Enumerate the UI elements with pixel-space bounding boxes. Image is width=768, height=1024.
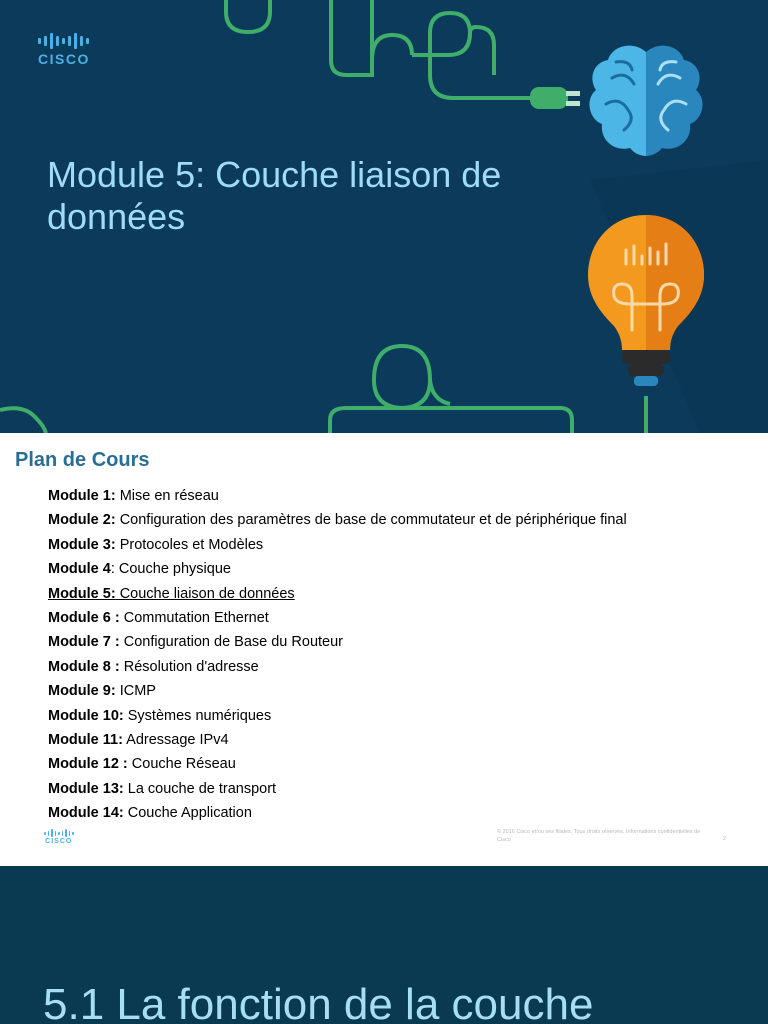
cisco-bars-icon: [38, 33, 89, 49]
module-label: Module 9:: [48, 683, 116, 700]
module-label: Module 14:: [48, 805, 124, 822]
plan-de-cours-slide: [0, 433, 768, 866]
circuit-line: [330, 346, 572, 433]
section-slide: [0, 866, 768, 1024]
page-number: 2: [723, 836, 727, 842]
cisco-logo: [38, 33, 90, 67]
module-list: [48, 484, 627, 826]
module-text: Couche liaison de données: [115, 585, 295, 602]
module-item: [48, 679, 627, 703]
brain-icon: [589, 46, 702, 156]
module-item: [48, 533, 627, 557]
module-text: Couche Réseau: [127, 756, 236, 773]
module-text: Résolution d'adresse: [119, 658, 259, 675]
title-slide: [0, 0, 768, 433]
module-item: [48, 801, 627, 825]
module-text: Configuration des paramètres de base de commutateur et de périphérique final: [115, 512, 627, 529]
module-item: [48, 777, 627, 801]
circuit-line: [226, 0, 270, 32]
module-item: [48, 728, 627, 752]
circuit-line: [331, 0, 372, 75]
cisco-bars-icon: [44, 829, 74, 837]
module-item: [48, 508, 627, 532]
module-label: Module 4: [48, 561, 111, 578]
cisco-logo-small: [44, 829, 74, 845]
circuit-line: [470, 27, 494, 75]
module-text: Systèmes numériques: [123, 707, 272, 724]
cisco-wordmark: CISCO: [38, 51, 90, 67]
module-text: Commutation Ethernet: [119, 610, 269, 627]
module-text: Mise en réseau: [115, 488, 219, 504]
module-item: [48, 557, 627, 581]
circuit-line: [0, 408, 46, 433]
module-label: Module 12 :: [48, 756, 128, 773]
circuit-line: [412, 13, 530, 98]
module-label: Module 11:: [48, 732, 123, 749]
module-item: [48, 630, 627, 654]
module-item: [48, 704, 627, 728]
module-item: [48, 484, 627, 508]
module-label: Module 7 :: [48, 634, 120, 651]
module-text: La couche de transport: [123, 780, 277, 797]
slide-title: Module 5: Couche liaison de données: [47, 154, 502, 237]
module-text: : Couche physique: [110, 561, 231, 578]
module-item-current-link[interactable]: [48, 582, 627, 606]
module-label: Module 8 :: [48, 658, 120, 675]
module-text: ICMP: [115, 683, 156, 700]
circuit-line: [430, 380, 450, 404]
module-label: Module 3:: [48, 536, 116, 553]
module-label: Module 10:: [48, 707, 124, 724]
module-text: Couche Application: [123, 805, 252, 822]
circuit-line: [372, 35, 412, 75]
module-text: Protocoles et Modèles: [115, 536, 264, 553]
module-item: [48, 655, 627, 679]
module-label: Module 2:: [48, 512, 116, 529]
module-text: Configuration de Base du Routeur: [119, 634, 343, 651]
cisco-wordmark: CISCO: [45, 838, 73, 845]
footer-copyright: © 2016 Cisco et/ou ses filiales. Tous droits réservés. Informations confidentielles de Cisco: [497, 829, 701, 843]
module-label: Module 1:: [48, 488, 116, 504]
module-text: Adressage IPv4: [122, 732, 229, 749]
module-item: [48, 606, 627, 630]
module-label: Module 13:: [48, 780, 124, 797]
module-item: [48, 752, 627, 776]
plug-icon: [530, 87, 580, 109]
module-label: Module 6 :: [48, 610, 120, 627]
slide-heading: Plan de Cours: [15, 449, 150, 471]
module-label: Module 5:: [48, 585, 116, 602]
section-title: 5.1 La fonction de la couche: [43, 980, 594, 1024]
